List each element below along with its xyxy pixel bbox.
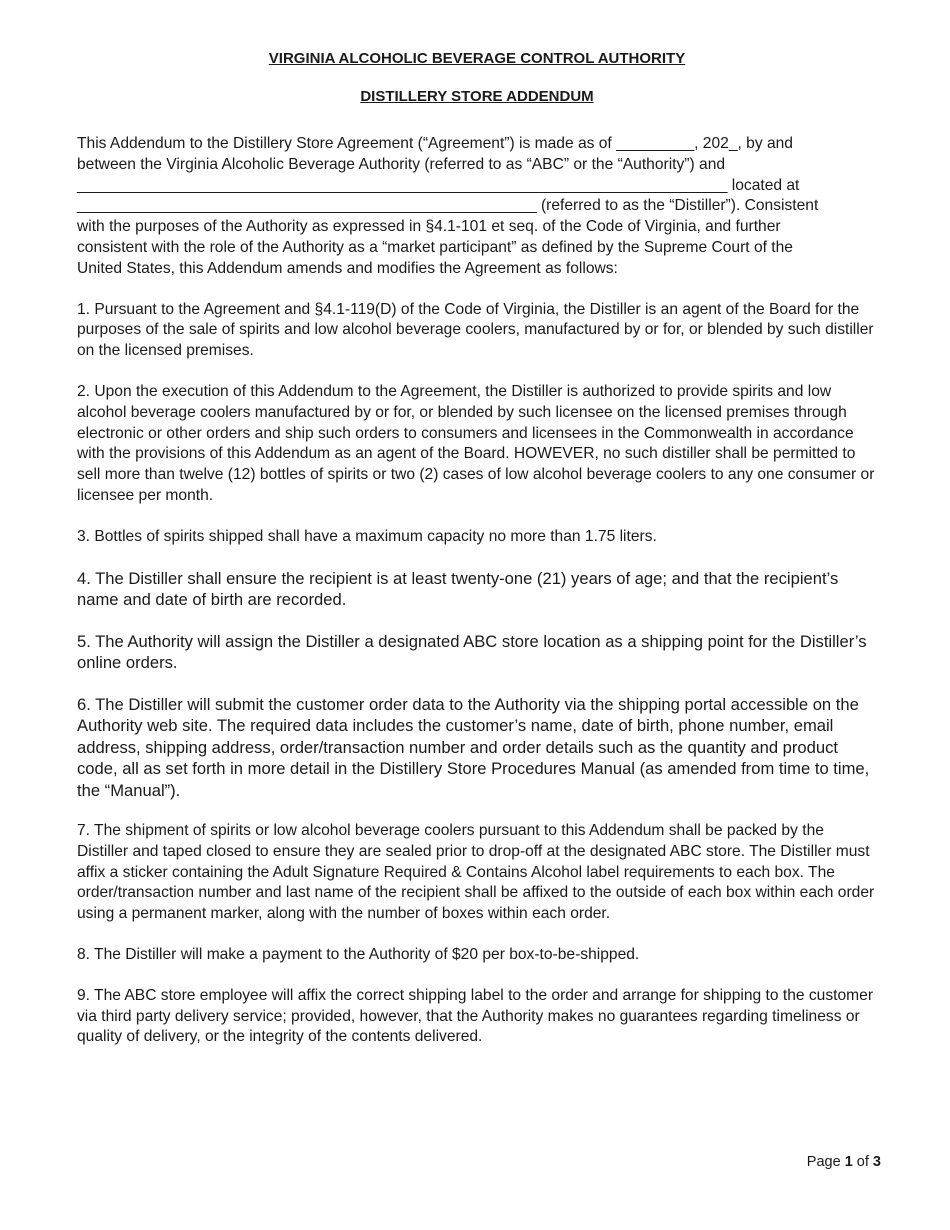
paragraph-9: 9. The ABC store employee will affix the correct shipping label to the order and arrange for shipping to the customer via third party delivery service; provided, however, that the Authority makes no guarantees regarding timeliness or quality of delivery, or the integrity of the contents delivered.	[77, 986, 874, 1046]
total-pages: 3	[872, 1154, 881, 1170]
paragraph-1: 1. Pursuant to the Agreement and §4.1-119(D) of the Code of Virginia, the Distiller is an agent of the Board for the purposes of the sale of spirits and low alcohol beverage coolers, manufactured by or for, or blended by such distiller on the licensed premises.	[77, 300, 874, 360]
intro-line: United States, this Addendum amends and modifies the Agreement as follows:	[77, 259, 618, 277]
page-number	[807, 1152, 881, 1172]
paragraph-8: 8. The Distiller will make a payment to the Authority of $20 per box-to-be-shipped.	[77, 946, 640, 964]
of-word: of	[856, 1154, 869, 1170]
paragraph-5: 5. The Authority will assign the Distiller a designated ABC store location as a shipping point for the Distiller’s online orders.	[77, 631, 867, 673]
intro-line: _____________________________________________________ (referred to as the “Distiller”). Consistent	[77, 197, 819, 215]
paragraph-4: 4. The Distiller shall ensure the recipient is at least twenty-one (21) years of age; and that the recipient’s name and date of birth are recorded.	[77, 568, 839, 610]
intro-paragraph	[77, 134, 877, 280]
paragraph-3: 3. Bottles of spirits shipped shall have a maximum capacity no more than 1.75 liters.	[77, 527, 657, 545]
intro-line: with the purposes of the Authority as expressed in §4.1-101 et seq. of the Code of Virginia, and further	[77, 218, 781, 236]
document-page	[77, 48, 877, 1048]
document-title: DISTILLERY STORE ADDENDUM	[360, 88, 594, 105]
intro-line: consistent with the role of the Authority as a “market participant” as defined by the Supreme Court of the	[77, 238, 793, 256]
intro-line: This Addendum to the Distillery Store Agreement (“Agreement”) is made as of _________, 202_, by and	[77, 135, 793, 152]
authority-title: VIRGINIA ALCOHOLIC BEVERAGE CONTROL AUTHORITY	[268, 50, 686, 67]
page-word: Page	[806, 1154, 841, 1170]
intro-line: between the Virginia Alcoholic Beverage Authority (referred to as “ABC” or the “Authority”) and	[77, 155, 726, 173]
current-page: 1	[844, 1154, 853, 1170]
intro-line: ___________________________________________________________________________ located at	[77, 176, 800, 194]
paragraph-7: 7. The shipment of spirits or low alcohol beverage coolers pursuant to this Addendum shall be packed by the Distiller and taped closed to ensure they are sealed prior to drop-off at the designated ABC store. The Distiller must affix a sticker containing the Adult Signature Required & Contains Alcohol label requirements to each box. The order/transaction number and last name of the recipient shall be affixed to the outside of each box within each order using a permanent marker, along with the number of boxes within each order.	[77, 822, 875, 923]
paragraph-6: 6. The Distiller will submit the customer order data to the Authority via the shipping portal accessible on the Authority web site. The required data includes the customer’s name, date of birth, phone number, email address, shipping address, order/transaction number and order details such as the quantity and product code, all as set forth in more detail in the Distillery Store Procedures Manual (as amended from time to time, the “Manual”).	[77, 694, 870, 800]
paragraph-2: 2. Upon the execution of this Addendum to the Agreement, the Distiller is authorized to provide spirits and low alcohol beverage coolers manufactured by or for, or blended by such licensee on the licensed premises through electronic or other orders and ship such orders to consumers and licensees in the Commonwealth in accordance with the provisions of this Addendum as an agent of the Board. HOWEVER, no such distiller shall be permitted to sell more than twelve (12) bottles of spirits or two (2) cases of low alcohol beverage coolers to any one consumer or licensee per month.	[77, 382, 875, 504]
